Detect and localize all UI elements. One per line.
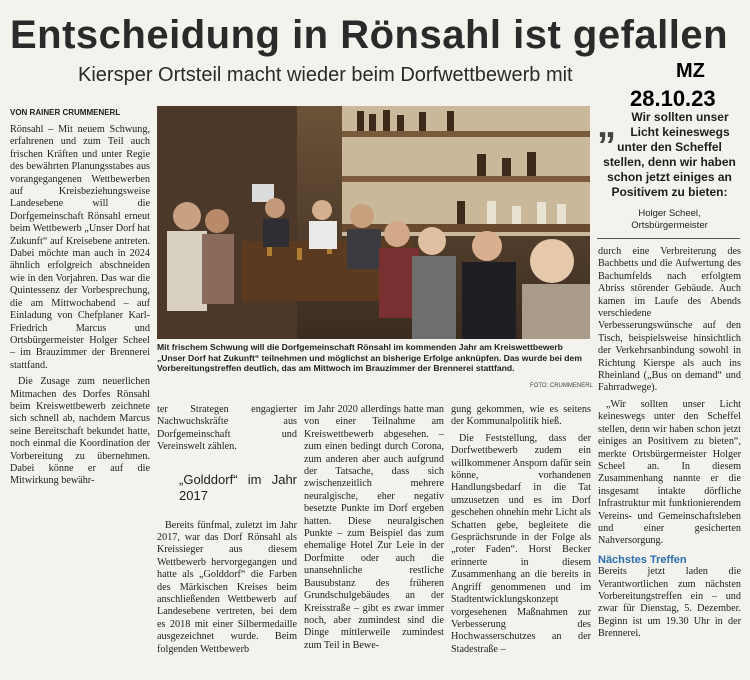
article-photo bbox=[157, 106, 590, 339]
column-5 bbox=[598, 246, 741, 641]
pull-quote-text: Wir sollten unser Licht keineswegs unter den Scheffel stellen, denn wir haben schon jetzt einiges an Positivem zu bieten: bbox=[603, 110, 736, 199]
photo-credit: FOTO: CRUMMENERL bbox=[530, 383, 593, 389]
paragraph: Bereits fünfmal, zuletzt im Jahr 2017, war das Dorf Rönsahl als Kreissieger aus diesem Wettbewerb hervorgegangen und hatte als „Golddorf“ die Farben des Märkischen Kreises beim anschließenden Wettbewerb auf Landesebene vertreten, bei dem es 2018 mit einer Silbermedaille ausgezeichnet wurde. Beim folgenden Wettbewerb bbox=[157, 519, 297, 655]
column-3 bbox=[304, 404, 444, 652]
column-2 bbox=[157, 404, 297, 656]
quote-mark: „ bbox=[597, 104, 616, 146]
paragraph: ter Strategen engagierter Nachwuchskräfte aus Dorfgemeinschaft und Vereinswelt zählen. bbox=[157, 404, 297, 453]
pull-quote-body bbox=[597, 104, 742, 200]
author-name: Holger Scheel, bbox=[638, 208, 701, 219]
paragraph: im Jahr 2020 allerdings hatte man von einer Teilnahme am Kreiswettbewerb abgesehen. – zum einen bedingt durch Corona, zum anderen aber auch aufgrund der Tatsache, dass sich zwischenzeitlich mehrere neuralgische, eher negativ besetzte Punkte im Dorf ergeben hatten. Diese neuralgischen Punkte – zum Beispiel das zum ehemalige Hotel Zur Leie in der Dorfmitte oder auch die unansehnliche restliche Bausubstanz des früheren Grundschulgebäudes an der Kreisstraße – gibt es zwar immer noch, aber zumindest sind die Dinge mittlerweile zumindest zum Teil in Bewe- bbox=[304, 404, 444, 651]
photo-caption: Mit frischem Schwung will die Dorfgemeinschaft Rönsahl im kommenden Jahr am Kreiswettbewerb „Unser Dorf hat Zukunft“ teilnehmen und möglichst an bisherige Erfolge anknüpfen. Das wurde bei dem Vorbereitungstreffen deutlich, das am Mittwoch im Brauzimmer der Brennerei stattfand. bbox=[157, 342, 582, 373]
paragraph: gung gekommen, wie es seitens der Kommunalpolitik hieß. bbox=[451, 404, 591, 428]
paragraph: „Wir sollten unser Licht keineswegs unter den Scheffel stellen, denn wir haben schon jetzt einiges an Positivem zu bieten“, merkte Ortsbürgermeister Holger Scheel an. In diesem Zusammenhang nannte er die insgesamt intakte dörfliche Infrastruktur mit funktionierendem Vereins- und Gemeinschaftsleben und einer gesicherten Nahversorgung. bbox=[598, 398, 741, 547]
pull-quote-author bbox=[597, 208, 742, 232]
column-4 bbox=[451, 404, 591, 656]
date-annotation: 28.10.23 bbox=[630, 86, 716, 111]
headline: Entscheidung in Rönsahl ist gefallen bbox=[10, 13, 729, 57]
section-heading: Nächstes Treffen bbox=[598, 553, 687, 566]
paragraph: Die Feststellung, dass der Dorfwettbewerb zudem ein willkommener Ansporn dafür sein könne, vorhandenen Handlungsbedarf in die Tat umzusetzen und es im Dorf geschehen ohnehin mehr Licht als Schatten gebe, begleitete die Gesprächsrunde in der Folge als „roter Faden“. Horst Becker erinnerte in diesem Zusammenhang an die bereits in Angriff genommenen und im Stadtentwicklungskonzept vorgesehenen Maßnahmen zur Verbesserung des Hochwasserschutzes an der Stadestraße – bbox=[451, 432, 591, 655]
author-role: Ortsbürgermeister bbox=[631, 220, 708, 231]
paragraph: Die Zusage zum neuerlichen Mitmachen des Dorfes Rönsahl beim Kreiswettbewerb zeichnete sich schnell ab, nachdem Marcus seine Bereitschaft bekundet hatte, noch einmal die Koordination der Vorbereitung zu übernehmen. Dabei könne er auf die Mitwirkung bewähr- bbox=[10, 376, 150, 487]
paragraph: Rönsahl – Mit neuem Schwung, erfahrenen und zum Teil auch frischen Kräften und unter Regie des bewährten Planungsstabes aus vorangegangenen Wettbewerben auf Kreisbeziehungsweise Landesebene will die Dorfgemeinschaft Rönsahl erneut beim Wettbewerb „Unser Dorf hat Zukunft“ auf Kreisebene antreten. Dabei möchte man auch in 2024 ähnlich erfolgreich abschneiden wie in den Vorjahren. Das war die Quintessenz der Vorbesprechung, die am Mittwochabend – auf Einladung von Chefplaner Karl-Friedrich Marcus und Ortsbürgermeister Holger Scheel – im Brauzimmer der Brennerei stattfand. bbox=[10, 124, 150, 371]
source-annotation: MZ bbox=[676, 60, 705, 82]
paragraph: Bereits jetzt laden die Verantwortlichen zum nächsten Vorbereitungstreffen ein – und zwar für Dienstag, 5. Dezember. Beginn ist um 19.30 Uhr in der Brennerei. bbox=[598, 566, 741, 640]
divider bbox=[597, 238, 740, 239]
photo-illustration bbox=[157, 106, 590, 339]
pull-quote bbox=[597, 104, 742, 232]
subheading: „Golddorf“ im Jahr 2017 bbox=[179, 471, 297, 503]
subheadline: Kiersper Ortsteil macht wieder beim Dorfwettbewerb mit bbox=[78, 64, 573, 86]
column-1 bbox=[10, 124, 150, 488]
paragraph: durch eine Verbreiterung des Bachbetts und die Aufwertung des Bachumfelds nach erfolgtem Abriss störender Gebäude. Auch kamen im Laufe des Abends verschiedene Verbesserungswünsche auf den Tisch, beispielsweise hinsichtlich der Verkehrsanbindung sowohl in Richtung Kierspe als auch ins Rheinland („Bus on demand“ und Fahrradwege). bbox=[598, 246, 741, 394]
byline: VON RAINER CRUMMENERL bbox=[10, 108, 121, 117]
